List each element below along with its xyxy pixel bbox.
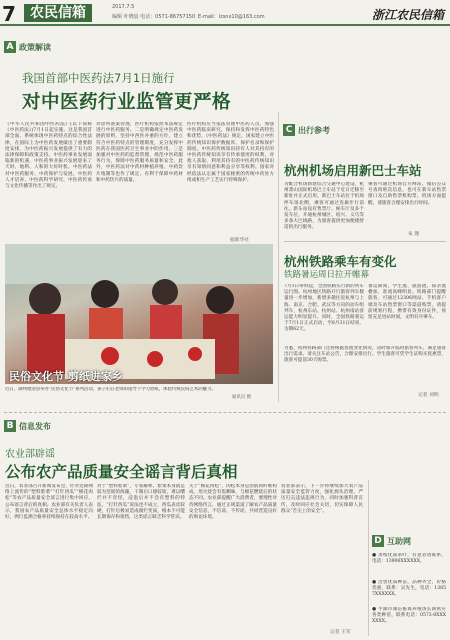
section-b-divider (4, 412, 446, 413)
section-c-body1a: 为配合机场新建综合交通中心建设，杭州萧山国际机场巴士车站于近日迁移至新址并正式启用。新巴士车站位于机场停车场北侧，乘客可通过连廊步行前往。新车站设有售票厅、候车厅及多个发车位，开通杭州城区、绍兴、义乌等多条大巴线路，为旅客提供更加便捷舒适的出行服务。 (284, 182, 364, 231)
photo (5, 244, 273, 384)
section-b-col2: 对于“塑料紫菜”，专家解释，紫菜本身就是较为坚韧的海藻，干制后口感较韧，难以嚼烂并不奇怪，浸泡后并不会有塑料的特征。“打针西瓜”说法也不成立，西瓜表皮较硬，打针后极易造成腐烂变质，根本不可能长期保存和销售，这类谣言缺乏科学常识。 (97, 484, 185, 521)
divider (284, 241, 446, 242)
section-c-body2c: 另悉，杭州铁路部门还将根据客流变化情况，适时加开临时旅客列车，满足旅客出行需求。请关注车站公告，合理安排出行。学生旅客可凭学生证购买优惠票，旅客可提前30天购票。 (284, 346, 446, 364)
section-c-body2a: 7月1日零时起，全国铁路实行新的列车运行图。杭州地区铁路开行旅客列车数量进一步增加，新增多趟往返杭州与上海、南京、合肥、武汉等方向的动车组列车，杭州东站、杭州站、杭州南站客运能力明显提升。同时，全国铁路暑运于7月1日正式启动，至8月31日结束，为期62天。 (284, 284, 364, 333)
section-d-ad-1: ● 求购优质茶叶，有意者请联系，电话：13906XXXXXX。 (372, 553, 446, 565)
section-a-label: 政策解读 (19, 42, 51, 52)
editor-line: 编辑 叶晓晨 电话：0571-86757150 (112, 14, 196, 20)
section-c-headline1: 杭州机场启用新巴士车站 (284, 163, 422, 178)
section-b-badge: B (4, 420, 16, 432)
section-b-label: 信息发布 (19, 421, 51, 431)
issue-date: 2017.7.5 (112, 4, 135, 10)
photo-caption-big: 民俗文化节 剪纸进家乡 (9, 370, 123, 383)
masthead (0, 0, 450, 26)
section-name: 农民信箱 (24, 4, 92, 22)
section-a-col1: 《中华人民共和国中医药法》(以下简称《中医药法》)7月1日起实施。这是我国首部全面、系统体现中医药特点的综合性法律，在国际上为中医药发展做出了重要制度安排，为中医药振兴发展提供了有力的法律保障和政策支持。中医药事业发展面临新的机遇，中医药事业振兴发展迎来了天时、地利、人和的大好时机。中医药法对中医药服务、中药保护与发展、中医药人才培养、中医药科学研究、中医药传承与文化传播等作出了规定。 (5, 122, 92, 190)
section-c-body1b: 乘客可通过机场官方网站、微信公众号查询班次信息，也可在新车站售票窗口及自助售票机购票。机场方面提醒，请旅客合理安排出行时间。 (368, 182, 446, 206)
section-c-headline2: 杭州铁路乘车有变化 (284, 254, 397, 269)
section-d-ad-2: ● 出售优质种苗，品种齐全，价格优惠，联系：吴先生，电话：13857XXXXXX。 (372, 580, 446, 598)
paper-logo: 浙江农民信箱 (371, 8, 444, 22)
section-d-badge: D (372, 535, 384, 547)
section-c-label: 出行参考 (298, 125, 330, 135)
section-a-col3: 医疗机构应当依法管理中医药人员，加强中医药临床研究，保持和发挥中医药特色和优势。《中医药法》规定，国家建立中医药传统知识保护数据库、保护名录和保护制度。中医药传统知识持有人对其持有的中医药传统知识享有传承使用的权利，对他人获取、利用其持有的中医药传统知识享有知情同意和利益分享等权利。国家对经依法认定属于国家秘密的传统中药处方组成和生产工艺实行特殊保护。 (187, 122, 274, 183)
section-b-byline: 记者 王军 (330, 630, 351, 635)
section-b-col3: 关于“棉花肉松”，肉松本身是由肌肉纤维构成，用火烧会有焦糊味，与棉花燃烧后的状态不同。农业部提醒广大消费者，要理性对待网络传言，通过正规渠道了解农产品质量安全信息，不信谣、不传谣，共同营造良好的舆论环境。 (189, 484, 277, 521)
section-a-col2: 对诊所备案管理，医疗机构依照本法规定进行中医药服务。二是明确规定中医药发展的原则，坚持中西医并重的方针，建立符合中医药特点的管理制度，充分发挥中医药在我国医药卫生事业中的作用。三是加强对中医药的监督管理，规范中医药服务行为，保障中医药服务质量和安全。此外，中医药法对中药材种植养殖、中药饮片炮制等也作了规定，有利于保障中药材和中药饮片的质量。 (96, 122, 183, 183)
section-a-byline: 据新华社 (230, 238, 250, 243)
section-b-col4: 农业部表示，下一步将继续加大农产品质量安全监管力度，强化源头治理，严厉打击违法违规行为，同时加强科普宣传，及时回应社会关切，切实保障人民群众“舌尖上的安全”。 (281, 484, 363, 514)
section-a-headline: 对中医药行业监管更严格 (22, 92, 232, 113)
section-b-col1: 近日，农业部召开新闻发布会，针对近期网络上流传的“塑料紫菜”“打针西瓜”“棉花肉松”等农产品质量安全谣言进行集中回应，公布谣言背后的真相。农业部有关负责人表示，我国农产品质量安全总体水平稳定向好，例行监测合格率持续保持在较高水平。 (5, 484, 93, 521)
page-number: 7 (2, 2, 16, 26)
section-d-label: 互助网 (387, 536, 411, 546)
photo-caption: 近日，湖州德清县举办“民俗文化节”系列活动，孩子们在老师的指导下学习剪纸，体验传统民间艺术的魅力。 (5, 387, 216, 392)
email: E-mail：lzsnx10@163.com (198, 14, 265, 20)
section-c-body2b: 暑运期间，学生流、旅游流、探亲流叠加，客流高峰明显。铁路部门提醒旅客，可通过12306网站、手机客户端及车站售票窗口等渠道购票，请提前规划行程，携带有效身份证件，预留充足进站时间，文明有序乘车。 (368, 284, 446, 321)
section-b-headline: 公布农产品质量安全谣言背后真相 (5, 463, 238, 481)
section-c-badge: C (283, 124, 295, 136)
section-a-kicker: 我国首部中医药法7月1日施行 (22, 71, 175, 85)
section-b-kicker: 农业部辟谣 (5, 449, 55, 460)
section-c-byline2: 记者 刘明 (418, 393, 439, 398)
section-a-badge: A (4, 41, 16, 53)
section-c-byline1: 朱 理 (408, 232, 420, 237)
section-d-header (372, 535, 411, 547)
section-c-subhead2: 铁路暑运周日拉开帷幕 (284, 270, 370, 280)
section-b-header (4, 420, 51, 432)
section-c-header (283, 124, 330, 136)
photo-credit: 通讯员 摄 (232, 395, 251, 400)
papercut-scene (5, 244, 273, 384)
section-d-ad-3: ● 平湖市诚信畜禽养殖场长期供应各类种苗，联系电话：0573-8XXXXXXX。 (372, 607, 446, 625)
section-a-header (4, 41, 51, 53)
